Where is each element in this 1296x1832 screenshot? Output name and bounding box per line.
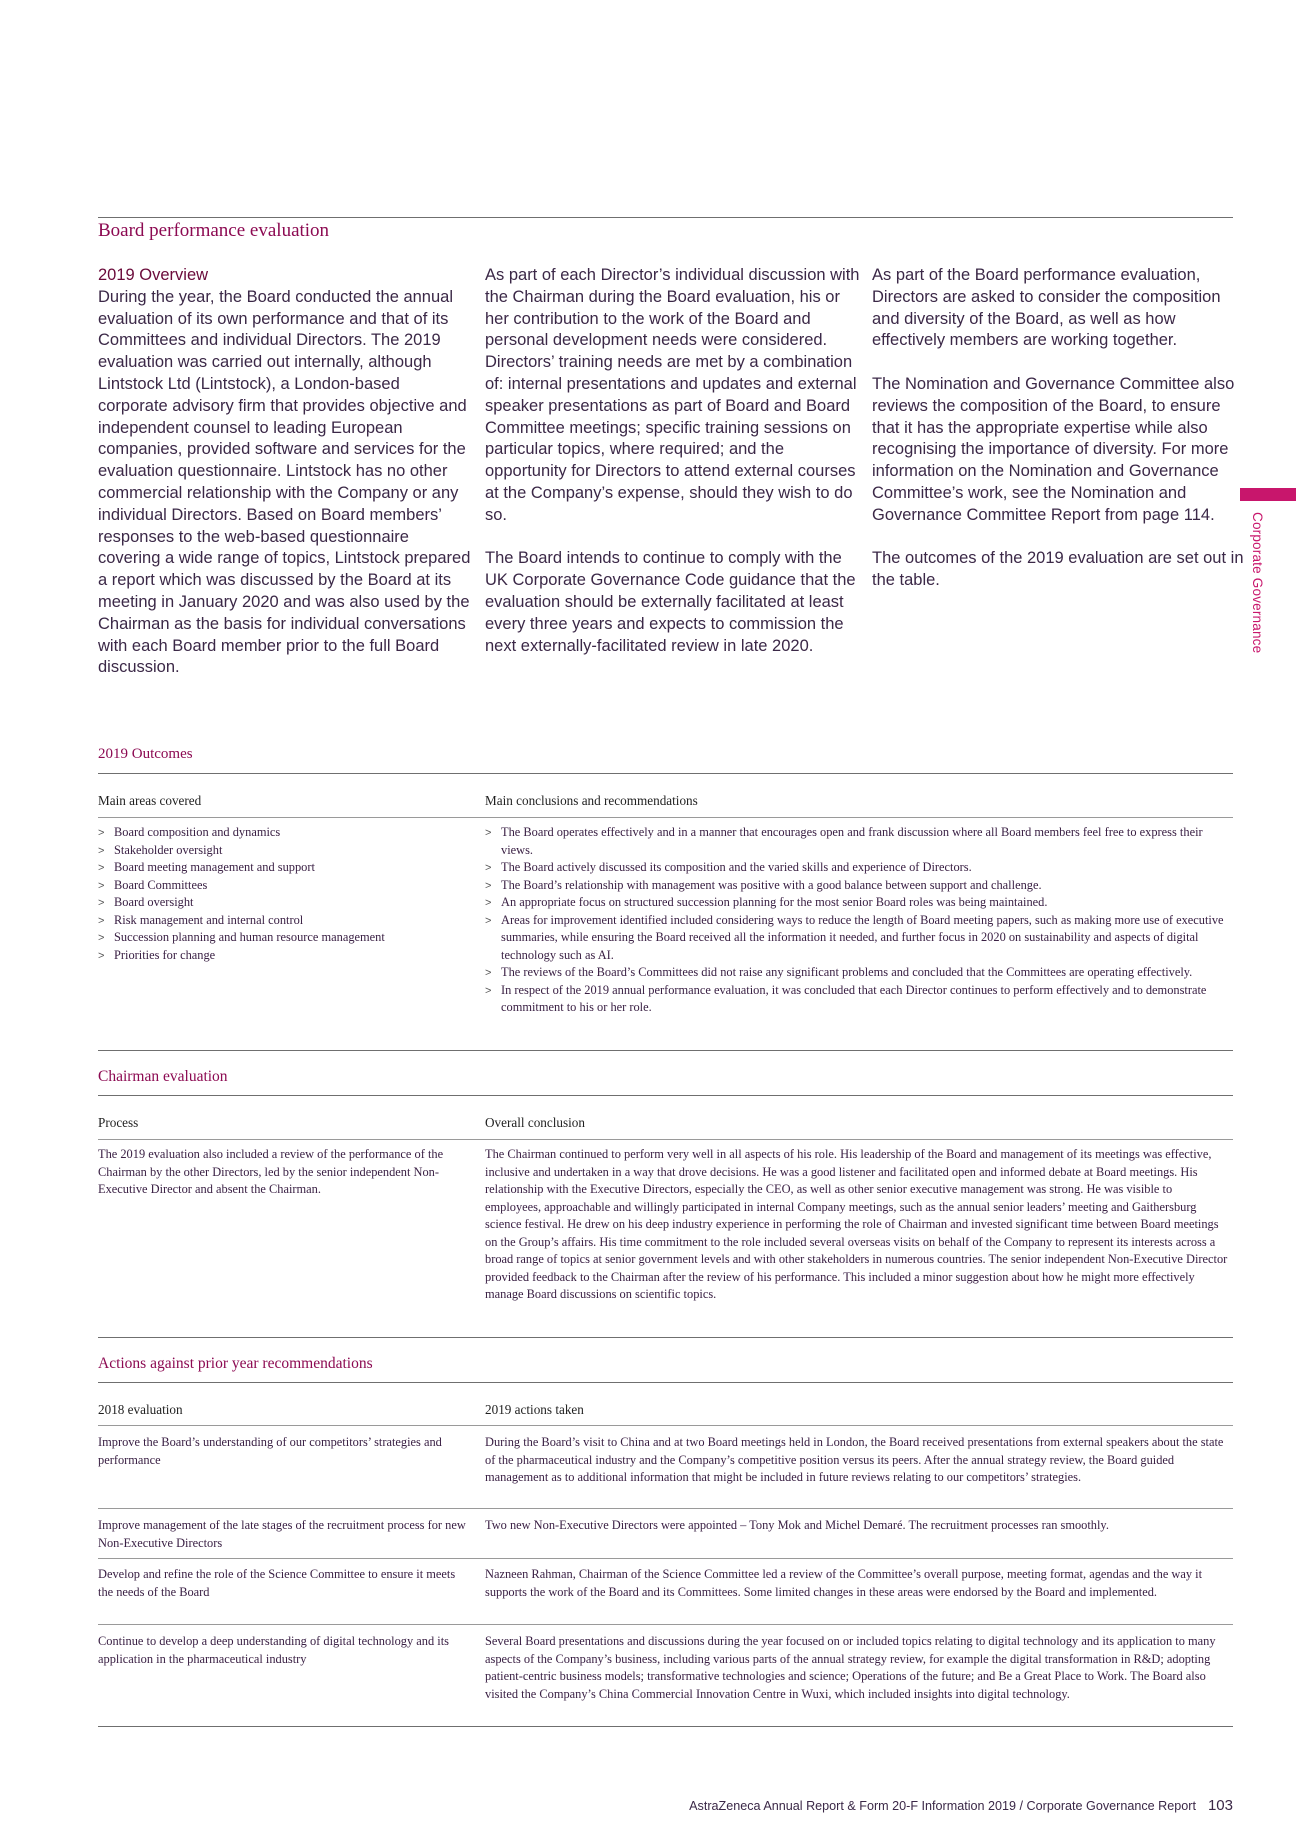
area-list-item: > Succession planning and human resource management — [98, 929, 468, 947]
side-tab-label: Corporate Governance — [1250, 512, 1265, 654]
action-row-2-left: Develop and refine the role of the Science Committee to ensure it meets the needs of the Board — [98, 1567, 456, 1599]
action-row-2-right: Nazneen Rahman, Chairman of the Science Committee led a review of the Committee’s overall purpose, meeting format, agendas and the way it supports the work of the Board and its Committees. Some limited changes in these areas were endorsed by the Board and implemented. — [485, 1567, 1203, 1599]
conclusions-list — [485, 824, 1230, 1017]
page-footer — [689, 1797, 1233, 1814]
side-tab-marker — [1240, 488, 1296, 501]
action-row-0-right: During the Board’s visit to China and at two Board meetings held in London, the Board received presentations from external speakers about the state of the pharmaceutical industry and the Company’s competitive position versus its peers. After the annual strategy review, the Board guided management as to additional information that might be included in future reviews relating to our competitors’ strategies. — [485, 1435, 1224, 1484]
area-list-item: > Board meeting management and support — [98, 859, 468, 877]
outcomes-header-rule — [98, 817, 1233, 818]
chairman-header-rule — [98, 1139, 1233, 1140]
training-paragraph: As part of each Director’s individual discussion with the Chairman during the Board evaluation, his or her contribution to the work of the Board and personal development needs were considered. Directors’ training needs are met by a combination of: internal presentations and updates and external speaker presentations as part of Board and Board Committee meetings; specific training sessions on particular topics, where required; and the opportunity for Directors to attend external courses at the Company’s expense, should they wish to do so. — [485, 266, 860, 524]
chairman-bottom-rule — [98, 1337, 1233, 1338]
external-review-paragraph: The Board intends to continue to comply with the UK Corporate Governance Code guidance that the evaluation should be externally facilitated at least every three years and expects to commission the next externally-facilitated review in late 2020. — [485, 549, 856, 655]
chairman-header-left: Process — [98, 1115, 139, 1130]
action-row-0-left: Improve the Board’s understanding of our competitors’ strategies and performance — [98, 1435, 442, 1467]
outcomes-areas — [98, 824, 468, 964]
outcomes-conclusions — [485, 824, 1230, 1017]
conclusion-list-item: > The Board actively discussed its composition and the varied skills and experience of Directors. — [485, 859, 1230, 877]
conclusion-list-item: > In respect of the 2019 annual performance evaluation, it was concluded that each Director continues to perform effectively and to demonstrate commitment to his or her role. — [485, 982, 1230, 1017]
conclusion-list-item: > The Board’s relationship with management was positive with a good balance between support and challenge. — [485, 877, 1230, 895]
action-row-3-right: Several Board presentations and discussions during the year focused on or included topics relating to digital technology and its application to many aspects of the Company’s business, including various parts of the annual strategy review, for example the digital transformation in R&D; adopting patient-centric business models; transformative technologies and science; Operations of the future; and Be a Great Place to Work. The Board also visited the Company’s China Commercial Innovation Centre in Wuxi, which included insights into digital technology. — [485, 1634, 1216, 1701]
overview-text: During the year, the Board conducted the annual evaluation of its own performance and that of its Committees and individual Directors. The 2019 evaluation was carried out internally, although Lintstock Ltd (Lintstock), a London-based corporate advisory firm that provides objective and independent counsel to leading European companies, provided software and services for the evaluation questionnaire. Lintstock has no other commercial relationship with the Company or any individual Directors. Based on Board members’ responses to the web-based questionnaire covering a wide range of topics, Lintstock prepared a report which was discussed by the Board at its meeting in January 2020 and was also used by the Chairman as the basis for individual conversations with each Board member prior to the full Board discussion. — [98, 287, 471, 677]
chairman-header-right: Overall conclusion — [485, 1115, 585, 1130]
actions-header-right: 2019 actions taken — [485, 1402, 584, 1417]
action-row-1-rule — [98, 1558, 1233, 1559]
actions-title-rule — [98, 1382, 1233, 1383]
actions-header-left: 2018 evaluation — [98, 1402, 183, 1417]
action-row-3-left: Continue to develop a deep understanding of digital technology and its application in the pharmaceutical industry — [98, 1634, 449, 1666]
area-list-item: > Board composition and dynamics — [98, 824, 468, 842]
composition-paragraph: As part of the Board performance evaluation, Directors are asked to consider the composition and diversity of the Board, as well as how effectively members are working together. — [872, 266, 1221, 350]
areas-list — [98, 824, 468, 964]
footer-text: AstraZeneca Annual Report & Form 20-F Information 2019 / Corporate Governance Report — [689, 1799, 1196, 1813]
page-number: 103 — [1207, 1797, 1233, 1814]
outcomes-intro-paragraph: The outcomes of the 2019 evaluation are set out in the table. — [872, 549, 1244, 590]
area-list-item: > Priorities for change — [98, 947, 468, 965]
top-rule — [98, 217, 1233, 218]
actions-bottom-rule — [98, 1726, 1233, 1727]
action-row-1-left: Improve management of the late stages of the recruitment process for new Non-Executive Directors — [98, 1518, 466, 1550]
action-row-1-right: Two new Non-Executive Directors were appointed – Tony Mok and Michel Demaré. The recruitment processes ran smoothly. — [485, 1518, 1109, 1532]
chairman-conclusion: The Chairman continued to perform very well in all aspects of his role. His leadership of the Board and management of its meetings was effective, inclusive and undertaken in a way that drove decisions. He was a good listener and facilitated open and informed debate at Board meetings. His relationship with the Executive Directors, especially the CEO, as well as other senior executive management was strong. He was visible to employees, approachable and willingly participated in internal Company meetings, such as the annual senior leaders’ meeting and Gaithersburg science festival. He drew on his deep industry experience in performing the role of Chairman and invested significant time between Board meetings on the Group’s affairs. His time commitment to the role included several overseas visits on behalf of the Company to represent its interests across a broad range of topics at senior government levels and with other stakeholders in numerous countries. The senior independent Non-Executive Director provided feedback to the Chairman after the review of his performance. This included a minor suggestion about how he might more effectively manage Board discussions on scientific topics. — [485, 1147, 1228, 1301]
area-list-item: > Board oversight — [98, 894, 468, 912]
action-row-2-rule — [98, 1624, 1233, 1625]
board-eval-title: Board performance evaluation — [98, 220, 330, 241]
conclusion-list-item: > The reviews of the Board’s Committees did not raise any significant problems and concluded that the Committees are operating effectively. — [485, 964, 1230, 982]
conclusion-list-item: > The Board operates effectively and in a manner that encourages open and frank discussion where all Board members feel free to express their views. — [485, 824, 1230, 859]
outcomes-title: 2019 Outcomes — [98, 746, 193, 762]
area-list-item: > Stakeholder oversight — [98, 842, 468, 860]
area-list-item: > Board Committees — [98, 877, 468, 895]
nomination-paragraph: The Nomination and Governance Committee also reviews the composition of the Board, to ensure that it has the appropriate expertise while also recognising the importance of diversity. For more information on the Nomination and Governance Committee’s work, see the Nomination and Governance Committee Report from page 114. — [872, 374, 1235, 524]
board-eval-col-3 — [872, 265, 1247, 592]
chairman-title: Chairman evaluation — [98, 1068, 228, 1085]
actions-header-rule — [98, 1425, 1233, 1426]
board-eval-col-2 — [485, 265, 860, 657]
conclusion-list-item: > An appropriate focus on structured succession planning for the most senior Board roles was being maintained. — [485, 894, 1230, 912]
outcomes-bottom-rule — [98, 1050, 1233, 1051]
overview-heading: 2019 Overview — [98, 266, 209, 284]
outcomes-header-left: Main areas covered — [98, 793, 202, 808]
actions-title: Actions against prior year recommendations — [98, 1355, 373, 1372]
chairman-process: The 2019 evaluation also included a review of the performance of the Chairman by the other Directors, led by the senior independent Non-Executive Director and absent the Chairman. — [98, 1147, 444, 1196]
conclusion-list-item: > Areas for improvement identified included considering ways to reduce the length of Board meeting papers, such as making more use of executive summaries, while ensuring the Board received all the information it needed, and further focus in 2020 on sustainability and aspects of digital technology such as AI. — [485, 912, 1230, 965]
board-eval-col-1 — [98, 265, 473, 679]
outcomes-title-rule — [98, 773, 1233, 774]
area-list-item: > Risk management and internal control — [98, 912, 468, 930]
outcomes-header-right: Main conclusions and recommendations — [485, 793, 698, 808]
action-row-0-rule — [98, 1508, 1233, 1509]
chairman-title-rule — [98, 1095, 1233, 1096]
